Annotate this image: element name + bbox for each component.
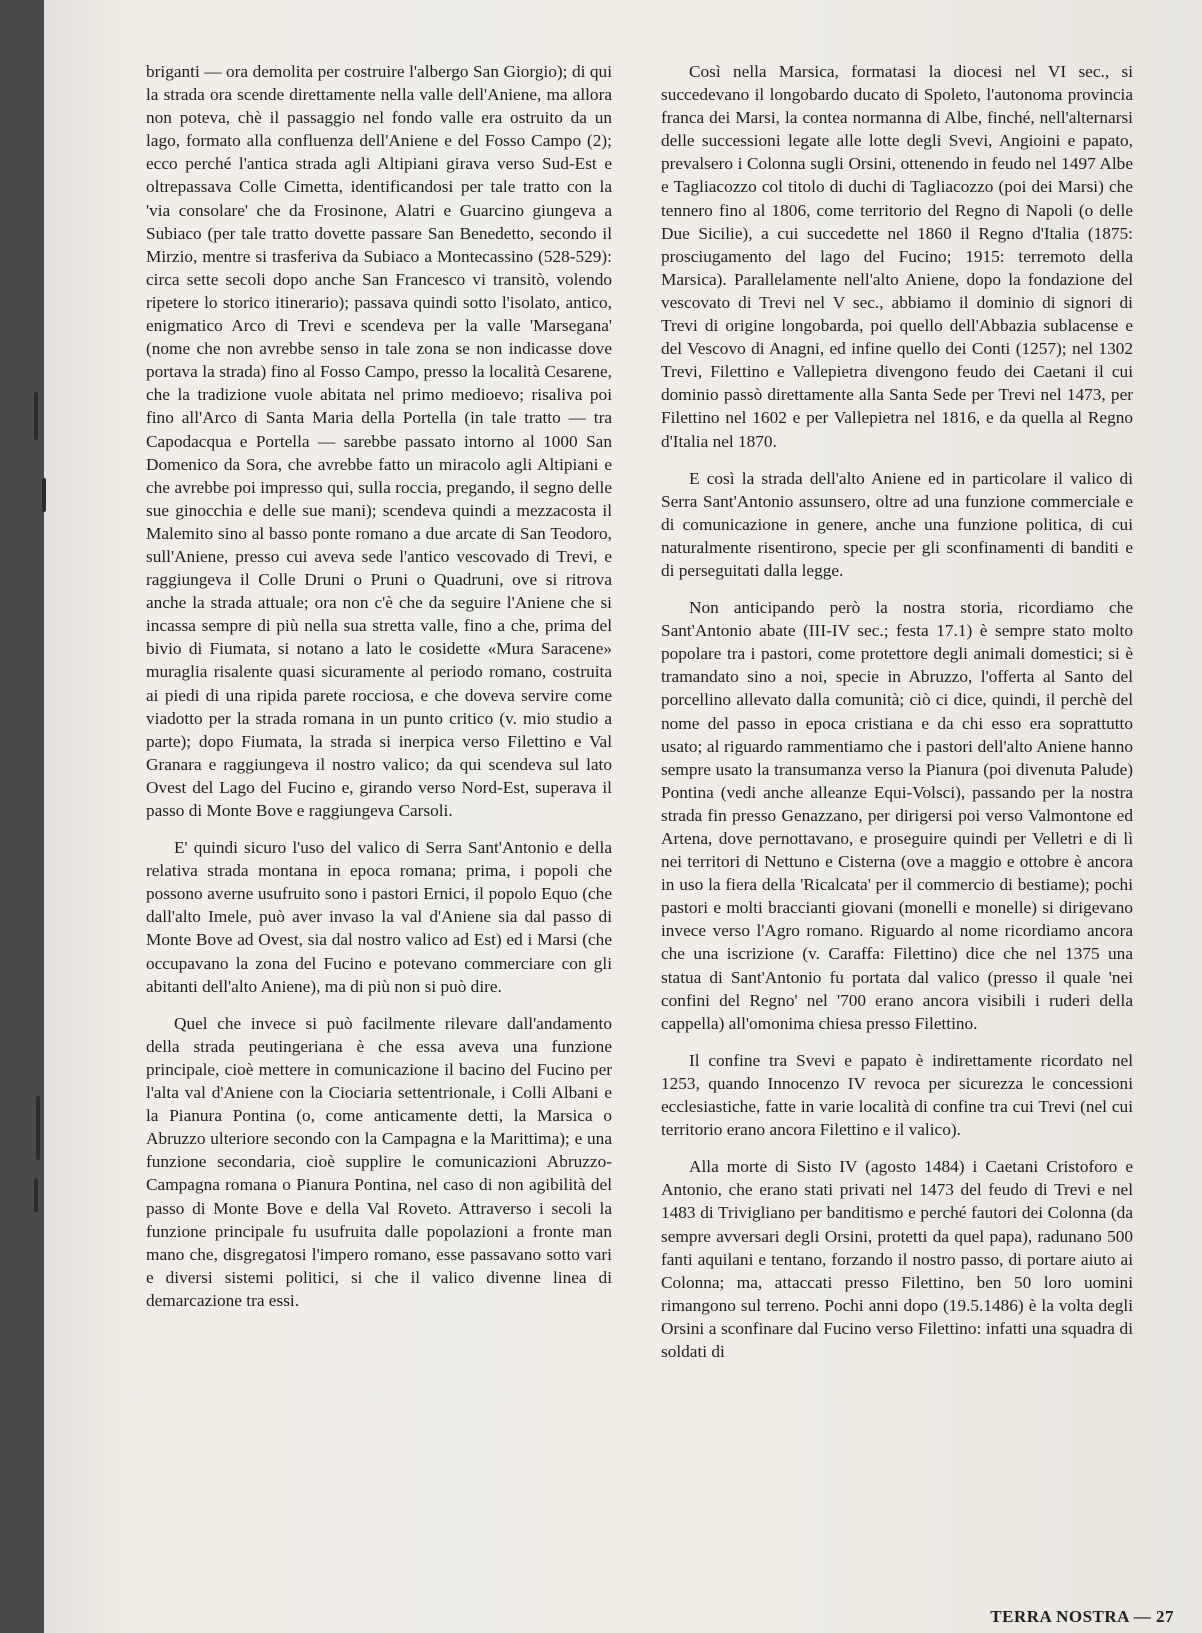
left-column	[146, 60, 612, 1326]
paragraph: Alla morte di Sisto IV (agosto 1484) i Caetani Cristoforo e Antonio, che erano stati privati nel 1473 del feudo di Trevi e nel 1483 di Trivigliano per banditismo e perché fautori dei Colonna (da sempre avversari degli Orsini, protetti da quel papa), radunano 500 fanti aquilani e tentano, forzando il nostro passo, di portare aiuto ai Colonna; ma, attaccati presso Filettino, ben 50 loro uomini rimangono sul terreno. Pochi anni dopo (19.5.1486) è la volta degli Orsini a sconfinare dal Fucino verso Filettino: infatti una squadra di soldati di	[661, 1157, 1133, 1361]
page-footer: TERRA NOSTRA — 27	[990, 1607, 1174, 1626]
pen-mark	[34, 392, 38, 440]
document-page	[44, 0, 1202, 1633]
pen-mark	[34, 1178, 38, 1212]
paragraph: briganti — ora demolita per costruire l'albergo San Giorgio); di qui la strada ora scende direttamente nella valle dell'Aniene, ma allora non poteva, chè il passaggio nel fondo valle era ostruito da un lago, formato alla confluenza dell'Aniene e del Fosso Campo (2); ecco perché l'antica strada agli Altipiani girava verso Sud-Est e oltrepassava Colle Cimetta, identificandosi per tale tratto con la 'via consolare' che da Frosinone, Alatri e Guarcino giungeva a Subiaco (per tale tratto dovette passare San Benedetto, secondo il Mirzio, mentre si trasferiva da Subiaco a Montecassino (528-529): circa sette secoli dopo anche San Francesco vi transitò, volendo ripetere lo storico itinerario); passava quindi sotto l'isolato, antico, enigmatico Arco di Trevi e scendeva per la valle 'Marsegana' (nome che non avrebbe senso in tale zona se non indicasse dove portava la strada) fino al Fosso Campo, presso la località Cesarene, che la tradizione vuole abitata nel primo medioevo; risaliva poi fino all'Arco di Santa Maria della Portella (in tale tratto — tra Capodacqua e Portella — sarebbe passato intorno al 1000 San Domenico da Sora, che avrebbe fatto un miracolo agli Altipiani e che avrebbe poi impresso qui, sulla roccia, pregando, il segno delle sue ginocchia e delle sue mani); scendeva quindi a mezzacosta il Malemito sino al basso ponte romano a due arcate di San Teodoro, sull'Aniene, presso cui aveva sede l'antico vescovado di Trevi, e raggiungeva il Colle Druni o Pruni o Quadruni, ove si ritrova anche la strada attuale; ora non c'è che da seguire l'Aniene che si incassa sempre di più nella sua stretta valle, fino a che, prima del bivio di Fiumata, si notano a lato le cosidette «Mura Saracene» muraglia risalente quasi sicuramente al periodo romano, costruita ai piedi di una ripida parete rocciosa, e che doveva servire come viadotto per la strada romana in un punto critico (v. mio studio a parte); dopo Fiumata, la strada si inerpica verso Filettino e Val Granara e raggiungeva il nostro valico; da qui scendeva sul lato Ovest del Lago del Fucino e, girando verso Nord-Est, superava il passo di Monte Bove e raggiungeva Carsoli.	[146, 62, 612, 820]
pen-mark	[42, 478, 46, 512]
paragraph: Così nella Marsica, formatasi la diocesi nel VI sec., si succedevano il longobardo ducato di Spoleto, l'autonoma provincia franca dei Marsi, la contea normanna di Albe, finché, nell'alternarsi delle successioni legate alle lotte degli Svevi, Angioini e papato, prevalsero i Colonna sugli Orsini, ottenendo in feudo nel 1497 Albe e Tagliacozzo col titolo di duchi di Tagliacozzo (poi dei Marsi) che tennero fino al 1806, come territorio del Regno di Napoli (o delle Due Sicilie), a cui succedette nel 1860 il Regno d'Italia (1875: prosciugamento del lago del Fucino; 1915: terremoto della Marsica). Parallelamente nell'alto Aniene, dopo la fondazione del vescovato di Trevi nel V sec., abbiamo il dominio di signori di Trevi di origine longobarda, poi quello dell'Abbazia sublacense e del Vescovo di Anagni, ed infine quello dei Conti (1257); nel 1302 Trevi, Filettino e Vallepietra divengono feudo dei Caetani il cui dominio passò direttamente alla Santa Sede per Trevi nel 1473, per Filettino nel 1602 e per Vallepietra nel 1816, e da quella al Regno d'Italia nel 1870.	[661, 62, 1133, 451]
paragraph: Non anticipando però la nostra storia, ricordiamo che Sant'Antonio abate (III-IV sec.; festa 17.1) è sempre stato molto popolare tra i pastori, come protettore degli animali domestici; si è tramandato sino a noi, specie in Abruzzo, l'offerta al Santo del porcellino allevato dalla comunità; ciò ci dice, quindi, il perchè del nome del passo in epoca cristiana e da chi esso era soprattutto usato; al riguardo rammentiamo che i pastori dell'alto Aniene hanno sempre usato la transumanza verso la Pianura (poi divenuta Palude) Pontina (vedi anche alleanze Equi-Volsci), passando per la nostra strada fin presso Genazzano, per dirigersi poi verso Valmontone ed Artena, dove pernottavano, e proseguire quindi per Velletri e di lì nei territori di Nettuno e Cisterna (ove a maggio e ottobre è ancora in uso la fiera della 'Ricalcata' per il commercio di bestiame); pochi pastori e molti braccianti giovani (monelli e monelle) si dirigevano invece verso l'Agro romano. Riguardo al nome ricordiamo ancora che una iscrizione (v. Caraffa: Filettino) dice che nel 1375 una statua di Sant'Antonio fu portata dal valico (presso il quale 'nei confini del Regno' nel '700 erano ancora visibili i ruderi della cappella) all'omonima chiesa presso Filettino.	[661, 598, 1133, 1033]
paragraph: Il confine tra Svevi e papato è indirettamente ricordato nel 1253, quando Innocenzo IV revoca per sicurezza le concessioni ecclesiastiche, fatte in varie località di confine tra cui Trevi (nel cui territorio erano ancora Filettino e il valico).	[661, 1050, 1133, 1140]
right-column	[661, 60, 1133, 1377]
paragraph: E' quindi sicuro l'uso del valico di Serra Sant'Antonio e della relativa strada montana in epoca romana; prima, i popoli che possono averne usufruito sono i pastori Ernici, il popolo Equo (che dall'alto Imele, può aver invaso la val d'Aniene sia dal passo di Monte Bove ad Ovest, sia dal nostro valico ad Est) ed i Marsi (che occupavano la zona del Fucino e potevano commerciare con gli abitanti dell'alto Aniene), ma di più non si può dire.	[146, 838, 612, 996]
paragraph: Quel che invece si può facilmente rilevare dall'andamento della strada peutingeriana è che essa aveva una funzione principale, cioè mettere in comunicazione il bacino del Fucino per l'alta val d'Aniene con la Ciociaria settentrionale, i Colli Albani e la Pianura Pontina (o, come anticamente detti, la Marsica o Abruzzo ulteriore secondo con la Campagna e la Marittima); e una funzione secondaria, cioè supplire le comunicazioni Abruzzo-Campagna romana o Pianura Pontina, nel caso di non agibilità del passo di Monte Bove e della Val Roveto. Attraverso i secoli la funzione principale fu usufruita dalle popolazioni a fronte man mano che, disgregatosi l'impero romano, esse passavano sotto vari e diversi sistemi politici, si che il valico divenne linea di demarcazione tra essi.	[146, 1013, 612, 1310]
paragraph: E così la strada dell'alto Aniene ed in particolare il valico di Serra Sant'Antonio assunsero, oltre ad una funzione commerciale e di comunicazione in genere, anche una funzione politica, di cui naturalmente risentirono, specie per gli sconfinamenti di banditi e di perseguitati dalla legge.	[661, 468, 1133, 580]
pen-mark	[36, 1096, 40, 1160]
